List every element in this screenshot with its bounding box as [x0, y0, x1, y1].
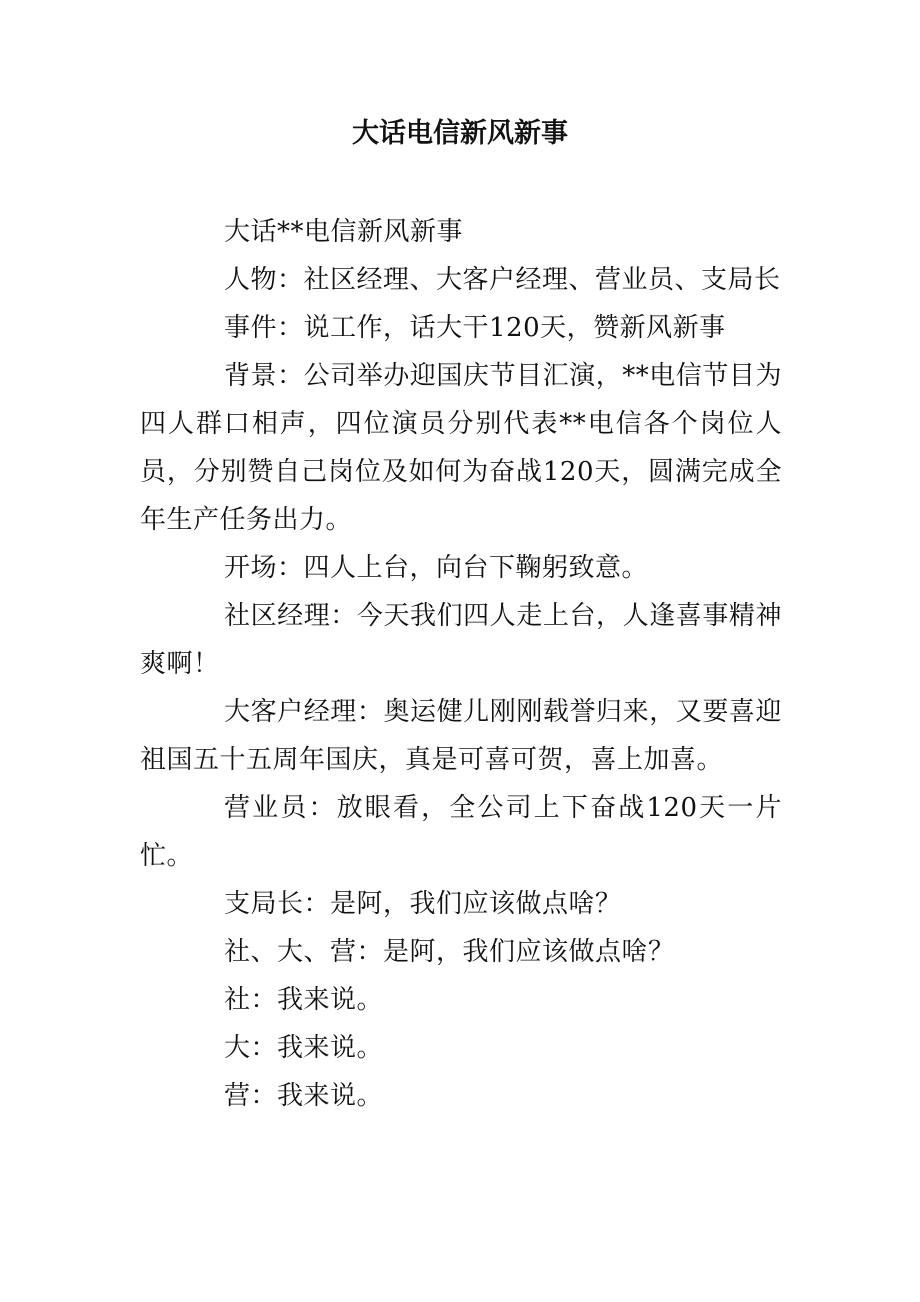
- paragraph-opening: 开场：四人上台，向台下鞠躬致意。: [224, 553, 649, 583]
- paragraph-event: 事件：说工作，话大干120天，赞新风新事: [224, 313, 726, 343]
- paragraph-dialogue: 社：我来说。: [224, 985, 384, 1015]
- paragraph-dialogue: 支局长：是阿，我们应该做点啥？: [224, 889, 622, 919]
- paragraph-dialogue: 营：我来说。: [224, 1081, 384, 1111]
- paragraph-characters: 人物：社区经理、大客户经理、营业员、支局长: [224, 265, 781, 295]
- paragraph-dialogue: 社、大、营：是阿，我们应该做点啥？: [224, 937, 675, 967]
- paragraph-background: 背景：公司举办迎国庆节目汇演，**电信节目为四人群口相声，四位演员分别代表**电信各个岗位人员，分别赞自己岗位及如何为奋战120天，圆满完成全年生产任务出力。: [140, 361, 782, 535]
- document-body: [140, 208, 782, 1120]
- paragraph-subtitle: 大话**电信新风新事: [224, 217, 464, 247]
- paragraph-dialogue: 大：我来说。: [224, 1033, 384, 1063]
- paragraph-dialogue: 社区经理：今天我们四人走上台，人逢喜事精神爽啊！: [140, 601, 782, 679]
- paragraph-dialogue: 营业员：放眼看，全公司上下奋战120天一片忙。: [140, 793, 782, 871]
- document-title: 大话电信新风新事: [352, 118, 568, 149]
- paragraph-dialogue: 大客户经理：奥运健儿刚刚载誉归来，又要喜迎祖国五十五周年国庆，真是可喜可贺，喜上加喜。: [140, 697, 782, 775]
